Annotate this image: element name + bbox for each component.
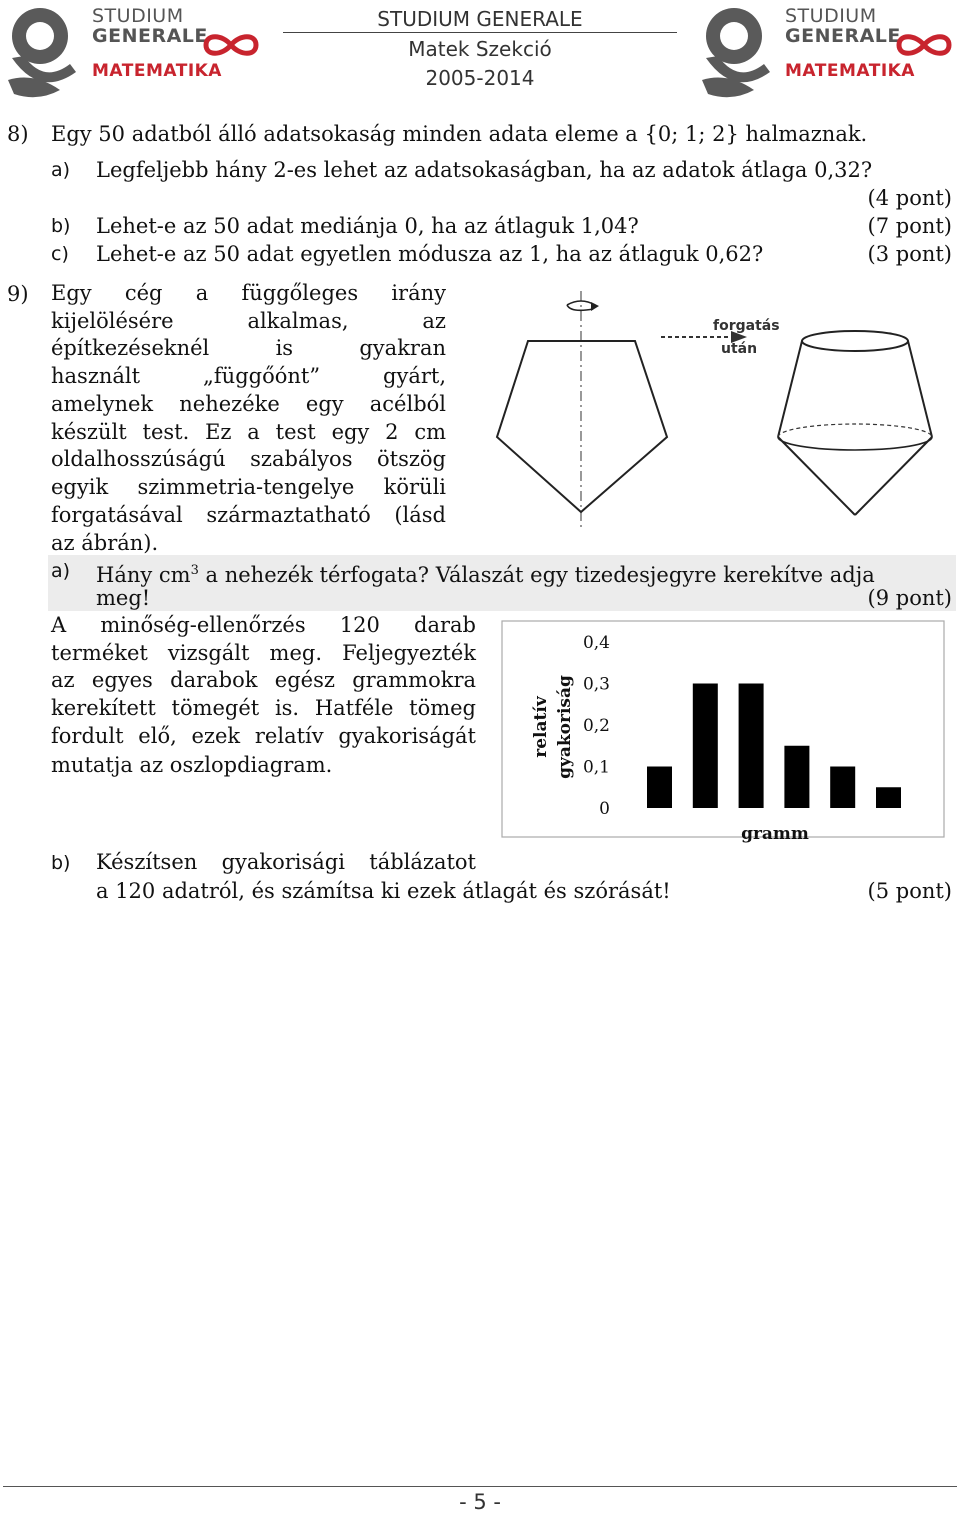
problem-9-intro-line: amelynek nehezéke egy acélból: [51, 391, 446, 416]
logo-left-line3: MATEMATIKA: [92, 61, 222, 81]
problem-9-a-points: (9 pont): [867, 586, 952, 610]
problem-9-b-label: b): [51, 852, 71, 874]
problem-9-number: 9): [7, 282, 29, 306]
figure-label-rotation: forgatás: [713, 318, 780, 334]
rotation-arrow-icon: [567, 301, 595, 305]
solid-mid-ellipse-back: [778, 424, 932, 437]
infinity-icon-left: [200, 30, 262, 60]
figure-label-after: után: [721, 341, 758, 357]
problem-9-a-text-line2: meg!: [96, 586, 151, 610]
problem-9-a-text-pre: Hány cm: [96, 563, 191, 587]
problem-9-intro-line: Egy cég a függőleges irány: [51, 281, 446, 305]
bar: [830, 767, 855, 809]
bar: [647, 767, 672, 809]
problem-9-a-text: [96, 557, 954, 589]
quality-line: fordult elő, ezek relatív gyakoriságát: [51, 723, 476, 748]
logo-left-line2: GENERALE: [92, 25, 208, 47]
problem-8-b-label: b): [51, 215, 71, 237]
solid-mid-ellipse-front: [778, 437, 932, 450]
infinity-icon-right: [893, 30, 955, 60]
logo-right-line2: GENERALE: [785, 25, 901, 47]
problem-9-intro-line: egyik szimmetria-tengelye körüli: [51, 474, 446, 499]
relative-frequency-chart: [500, 615, 960, 850]
problem-9-intro-line: forgatásával származtatható (lásd: [51, 502, 446, 527]
y-tick-label: 0,1: [582, 757, 610, 778]
logo-mark-right: [698, 2, 780, 98]
logo-left-line1: STUDIUM: [92, 5, 184, 27]
x-axis-label: gramm: [741, 824, 809, 844]
quality-line: A minőség-ellenőrzés 120 darab: [51, 613, 476, 637]
problem-9-quality-text: [51, 612, 476, 779]
logo-right-line1: STUDIUM: [785, 5, 877, 27]
problem-8-b-points: (7 pont): [867, 214, 952, 238]
problem-9-intro-line: építkezéseknél is gyakran: [51, 336, 446, 361]
problem-9-a-label: a): [51, 560, 71, 582]
problem-8-intro-post: halmaznak.: [745, 122, 868, 146]
quality-line: az egyes darabok egész grammokra: [51, 668, 476, 693]
problem-8-c-text: Lehet-e az 50 adat egyetlen módusza az 1, ha az átlaguk 0,62?: [96, 242, 764, 266]
header-rule: [283, 32, 677, 33]
pentagon-rotation-figure: [495, 285, 960, 535]
problem-9-intro-line: használt „függőónt” gyárt,: [51, 364, 446, 389]
y-tick-label: 0: [599, 799, 610, 819]
problem-9-intro: [51, 280, 446, 557]
solid-top-ellipse: [802, 331, 908, 351]
problem-9-b-text-line2: a 120 adatról, és számítsa ki ezek átlagát és szórását!: [96, 879, 671, 903]
bar: [784, 746, 809, 808]
problem-8-c-points: (3 pont): [867, 242, 952, 266]
problem-8-a-points: (4 pont): [867, 186, 952, 210]
y-axis-label-line2: gyakoriság: [555, 675, 575, 779]
problem-8-number: 8): [7, 122, 29, 146]
y-tick-label: 0,2: [582, 716, 610, 736]
header-subtitle: Matek Szekció: [408, 37, 552, 61]
header-title: STUDIUM GENERALE: [377, 7, 583, 31]
y-axis-label-line1: relatív: [531, 696, 551, 758]
quality-last-line: mutatja az oszlopdiagram.: [51, 752, 333, 777]
problem-9-a-sup: 3: [190, 563, 199, 578]
problem-8-intro-pre: Egy 50 adatból álló adatsokaság minden adata eleme a: [51, 122, 638, 146]
quality-line: kerekített tömegét is. Hatféle tömeg: [51, 696, 476, 721]
problem-8-c-label: c): [51, 243, 69, 265]
problem-8-a-label: a): [51, 159, 71, 181]
bar: [739, 684, 764, 809]
problem-9-intro-line: kijelölésére alkalmas, az: [51, 308, 446, 333]
problem-9-b-text-line1: Készítsen gyakorisági táblázatot: [96, 850, 476, 874]
problem-8-intro: [51, 120, 867, 148]
problem-9-b-text-line1-wrap: [96, 849, 476, 877]
problem-9-intro-line: készült test. Ez a test egy 2 cm: [51, 419, 446, 444]
pentagon: [497, 341, 667, 512]
problem-8-b-text: Lehet-e az 50 adat mediánja 0, ha az átlaguk 1,04?: [96, 214, 639, 238]
problem-9-b-points: (5 pont): [867, 879, 952, 903]
page-number: - 5 -: [459, 1490, 501, 1514]
quality-line: terméket vizsgált meg. Feljegyezték: [51, 640, 476, 665]
logo-mark-left: [4, 2, 86, 98]
problem-8-a-text: Legfeljebb hány 2-es lehet az adatsokaságban, ha az adatok átlaga 0,32?: [96, 158, 873, 182]
header-years: 2005-2014: [425, 66, 535, 90]
problem-9-a-text-post: a nehezék térfogata? Válaszát egy tizedesjegyre kerekítve adja: [198, 563, 875, 587]
logo-right-line3: MATEMATIKA: [785, 61, 915, 81]
problem-9-intro-last: az ábrán).: [51, 531, 159, 556]
bar: [876, 787, 901, 808]
y-tick-label: 0,3: [582, 674, 610, 695]
bar: [693, 684, 718, 809]
y-tick-label: 0,4: [582, 633, 610, 653]
problem-8-set: {0; 1; 2}: [644, 122, 739, 146]
problem-9-intro-line: oldalhosszúságú szabályos ötszög: [51, 447, 446, 472]
footer-rule: [3, 1486, 957, 1487]
